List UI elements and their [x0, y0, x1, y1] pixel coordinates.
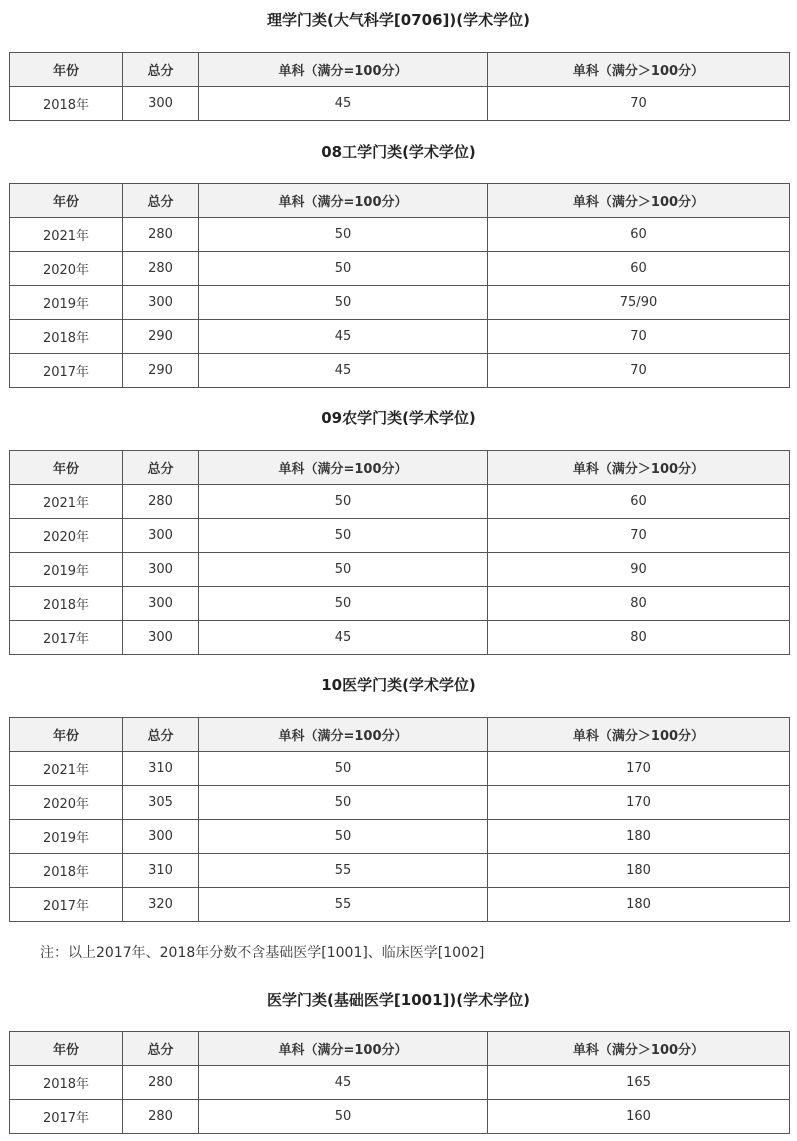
header-year: 年份	[10, 451, 123, 485]
cell-year: 2017年	[10, 888, 123, 922]
cell-total: 310	[123, 752, 199, 786]
cell-single-over-100: 170	[488, 786, 790, 820]
section-title: 09农学门类(学术学位)	[321, 409, 476, 427]
cell-total: 305	[123, 786, 199, 820]
cell-single-over-100: 180	[488, 888, 790, 922]
cell-total: 300	[123, 87, 199, 121]
cell-year: 2021年	[10, 485, 123, 519]
cell-single-over-100: 70	[488, 354, 790, 388]
cell-total: 300	[123, 286, 199, 320]
cell-single-100: 50	[199, 1100, 488, 1134]
cell-single-100: 50	[199, 820, 488, 854]
table-row	[10, 320, 790, 354]
header-single-over-100: 单科（满分＞100分）	[488, 53, 790, 87]
table-header-row	[10, 184, 790, 218]
cell-total: 280	[123, 1066, 199, 1100]
cell-total: 280	[123, 485, 199, 519]
section-title: 10医学门类(学术学位)	[321, 676, 476, 694]
cell-year: 2019年	[10, 553, 123, 587]
table-row	[10, 519, 790, 553]
cell-single-100: 45	[199, 320, 488, 354]
cell-single-100: 50	[199, 252, 488, 286]
header-single-100: 单科（满分=100分）	[199, 1032, 488, 1066]
cell-single-over-100: 80	[488, 587, 790, 621]
cell-year: 2017年	[10, 621, 123, 655]
cell-single-over-100: 165	[488, 1066, 790, 1100]
footnote: 注：以上2017年、2018年分数不含基础医学[1001]、临床医学[1002]	[40, 945, 485, 961]
cell-single-100: 50	[199, 786, 488, 820]
cell-single-over-100: 70	[488, 320, 790, 354]
score-table	[9, 717, 790, 922]
cell-single-100: 45	[199, 87, 488, 121]
table-row	[10, 286, 790, 320]
cell-year: 2017年	[10, 1100, 123, 1134]
header-single-over-100: 单科（满分＞100分）	[488, 184, 790, 218]
cell-total: 300	[123, 621, 199, 655]
cell-single-over-100: 60	[488, 485, 790, 519]
table-row	[10, 752, 790, 786]
cell-single-over-100: 70	[488, 87, 790, 121]
cell-total: 300	[123, 820, 199, 854]
score-table	[9, 52, 790, 121]
cell-single-over-100: 70	[488, 519, 790, 553]
table-row	[10, 820, 790, 854]
cell-year: 2018年	[10, 587, 123, 621]
table-row	[10, 485, 790, 519]
cell-single-100: 50	[199, 519, 488, 553]
cell-single-100: 50	[199, 587, 488, 621]
table-row	[10, 218, 790, 252]
table-row	[10, 1066, 790, 1100]
cell-year: 2017年	[10, 354, 123, 388]
cell-total: 300	[123, 587, 199, 621]
cell-year: 2018年	[10, 854, 123, 888]
cell-year: 2019年	[10, 820, 123, 854]
score-table	[9, 1031, 790, 1134]
cell-year: 2019年	[10, 286, 123, 320]
cell-total: 290	[123, 354, 199, 388]
cell-total: 310	[123, 854, 199, 888]
score-table	[9, 183, 790, 388]
cell-single-100: 55	[199, 854, 488, 888]
cell-single-100: 45	[199, 621, 488, 655]
cell-year: 2021年	[10, 752, 123, 786]
table-row	[10, 553, 790, 587]
header-total: 总分	[123, 1032, 199, 1066]
table-header-row	[10, 451, 790, 485]
section-title: 医学门类(基础医学[1001])(学术学位)	[267, 991, 530, 1009]
table-header-row	[10, 718, 790, 752]
cell-single-over-100: 160	[488, 1100, 790, 1134]
cell-single-100: 45	[199, 1066, 488, 1100]
cell-single-over-100: 75/90	[488, 286, 790, 320]
cell-single-over-100: 170	[488, 752, 790, 786]
table-row	[10, 854, 790, 888]
cell-year: 2020年	[10, 252, 123, 286]
header-year: 年份	[10, 1032, 123, 1066]
cell-total: 280	[123, 1100, 199, 1134]
header-single-100: 单科（满分=100分）	[199, 451, 488, 485]
section-title: 理学门类(大气科学[0706])(学术学位)	[267, 11, 530, 29]
header-single-over-100: 单科（满分＞100分）	[488, 1032, 790, 1066]
cell-year: 2020年	[10, 786, 123, 820]
header-total: 总分	[123, 53, 199, 87]
header-total: 总分	[123, 184, 199, 218]
header-single-100: 单科（满分=100分）	[199, 718, 488, 752]
cell-year: 2018年	[10, 1066, 123, 1100]
table-row	[10, 888, 790, 922]
section-title: 08工学门类(学术学位)	[321, 143, 476, 161]
header-year: 年份	[10, 53, 123, 87]
cell-single-over-100: 80	[488, 621, 790, 655]
header-single-100: 单科（满分=100分）	[199, 53, 488, 87]
table-row	[10, 252, 790, 286]
table-row	[10, 354, 790, 388]
table-row	[10, 621, 790, 655]
header-year: 年份	[10, 184, 123, 218]
cell-single-over-100: 180	[488, 854, 790, 888]
header-single-over-100: 单科（满分＞100分）	[488, 718, 790, 752]
table-row	[10, 786, 790, 820]
cell-total: 300	[123, 519, 199, 553]
cell-single-100: 50	[199, 218, 488, 252]
cell-total: 280	[123, 218, 199, 252]
header-year: 年份	[10, 718, 123, 752]
cell-year: 2018年	[10, 87, 123, 121]
cell-single-100: 50	[199, 752, 488, 786]
cell-total: 280	[123, 252, 199, 286]
cell-single-100: 50	[199, 286, 488, 320]
cell-total: 300	[123, 553, 199, 587]
cell-year: 2021年	[10, 218, 123, 252]
header-total: 总分	[123, 451, 199, 485]
table-header-row	[10, 53, 790, 87]
cell-year: 2018年	[10, 320, 123, 354]
table-header-row	[10, 1032, 790, 1066]
table-row	[10, 87, 790, 121]
table-row	[10, 1100, 790, 1134]
cell-single-over-100: 180	[488, 820, 790, 854]
cell-single-over-100: 60	[488, 218, 790, 252]
cell-total: 320	[123, 888, 199, 922]
table-row	[10, 587, 790, 621]
cell-single-100: 55	[199, 888, 488, 922]
cell-single-100: 45	[199, 354, 488, 388]
score-table	[9, 450, 790, 655]
header-total: 总分	[123, 718, 199, 752]
header-single-over-100: 单科（满分＞100分）	[488, 451, 790, 485]
header-single-100: 单科（满分=100分）	[199, 184, 488, 218]
cell-single-100: 50	[199, 553, 488, 587]
cell-total: 290	[123, 320, 199, 354]
cell-single-over-100: 90	[488, 553, 790, 587]
cell-year: 2020年	[10, 519, 123, 553]
cell-single-over-100: 60	[488, 252, 790, 286]
cell-single-100: 50	[199, 485, 488, 519]
